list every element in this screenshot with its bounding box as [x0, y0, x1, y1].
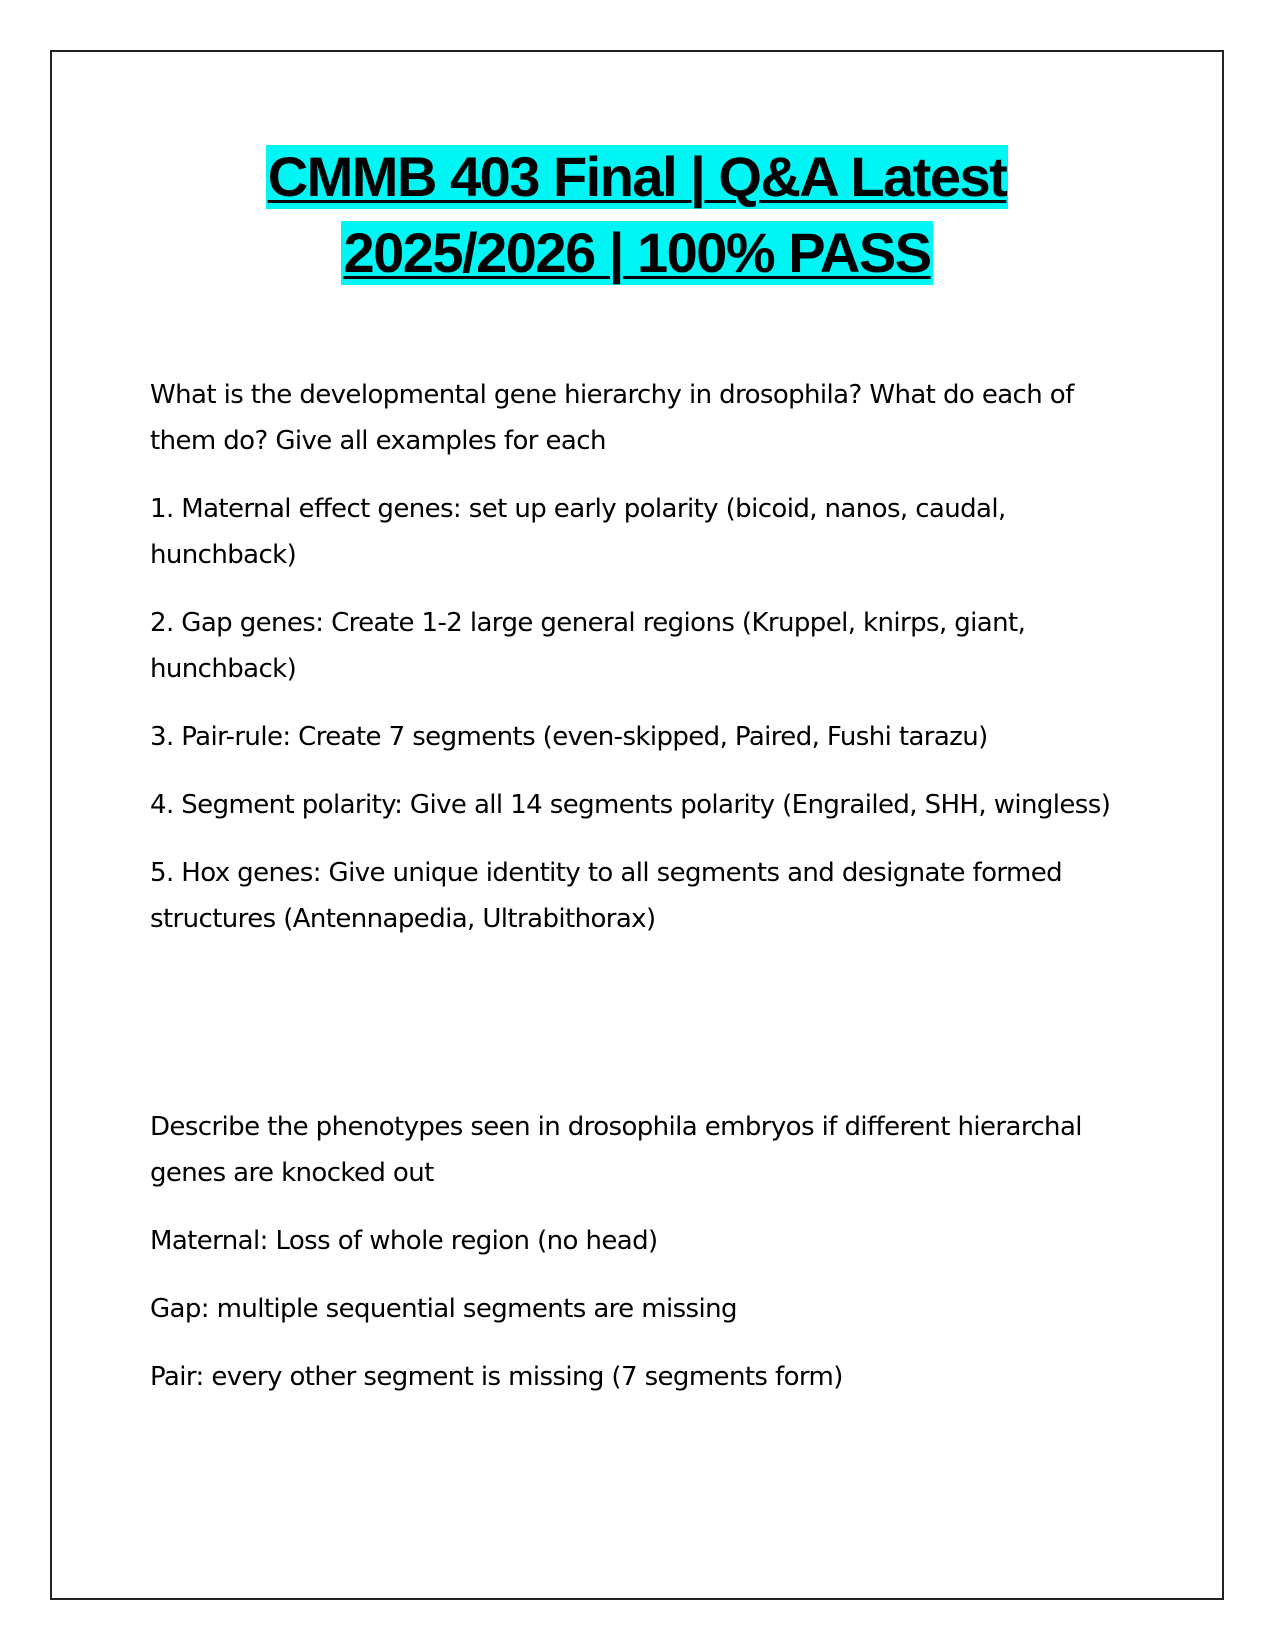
answer-1-2: 2. Gap genes: Create 1-2 large general regions (Kruppel, knirps, giant, hunchback) — [150, 608, 1026, 684]
section-spacer — [150, 964, 1130, 1104]
answer-1-5: 5. Hox genes: Give unique identity to all segments and designate formed structures (Antennapedia, Ultrabithorax) — [150, 858, 1063, 934]
document-title — [50, 145, 1224, 297]
question-2: Describe the phenotypes seen in drosophila embryos if different hierarchal genes are knocked out — [150, 1112, 1082, 1188]
answer-2-1: Maternal: Loss of whole region (no head) — [150, 1226, 658, 1256]
document-body — [150, 372, 1130, 1422]
answer-1-3: 3. Pair-rule: Create 7 segments (even-skipped, Paired, Fushi tarazu) — [150, 722, 988, 752]
title-line-1: CMMB 403 Final | Q&A Latest — [267, 145, 1007, 208]
answer-1-4: 4. Segment polarity: Give all 14 segments polarity (Engrailed, SHH, wingless) — [150, 790, 1111, 820]
question-1: What is the developmental gene hierarchy in drosophila? What do each of them do? Give all examples for each — [150, 380, 1074, 456]
qa-section-2 — [150, 1104, 1130, 1400]
answer-1-1: 1. Maternal effect genes: set up early polarity (bicoid, nanos, caudal, hunchback) — [150, 494, 1006, 570]
answer-2-2: Gap: multiple sequential segments are missing — [150, 1294, 737, 1324]
title-line-2: 2025/2026 | 100% PASS — [343, 221, 931, 284]
answer-2-3: Pair: every other segment is missing (7 segments form) — [150, 1362, 843, 1392]
qa-section-1 — [150, 372, 1130, 942]
